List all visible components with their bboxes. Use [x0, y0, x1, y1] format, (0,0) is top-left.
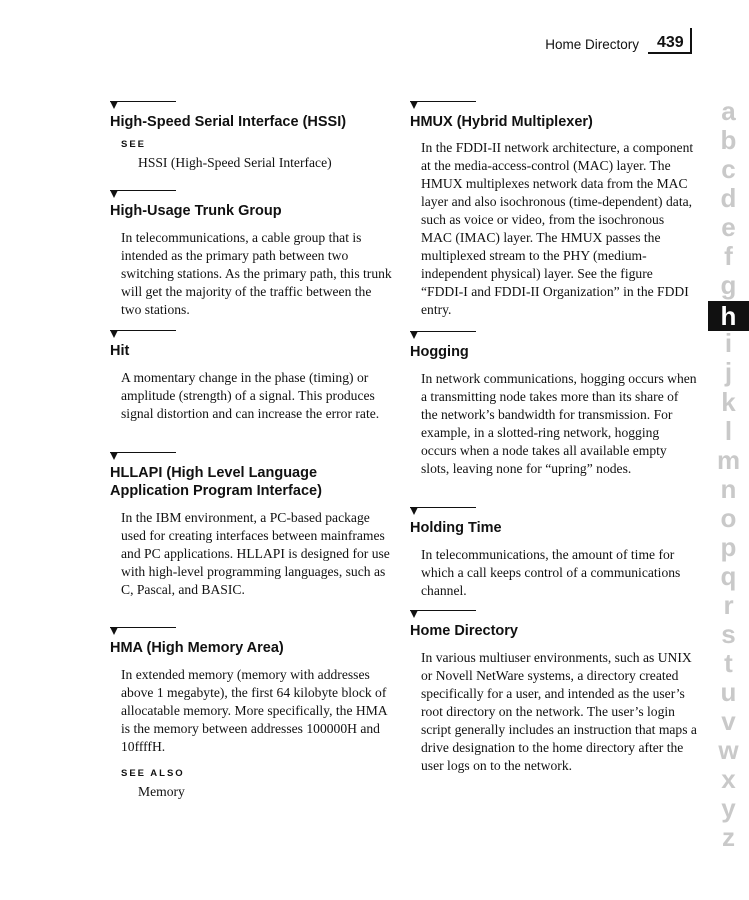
- entry-marker-icon: [410, 507, 698, 517]
- running-head-title: Home Directory: [545, 37, 639, 52]
- entry-holding-time: [410, 507, 698, 600]
- thumb-tab-e: e: [721, 212, 736, 242]
- thumb-tab-u: u: [720, 677, 737, 707]
- thumb-tab-n: n: [720, 474, 737, 504]
- header-rule-vertical: [690, 28, 692, 54]
- thumb-tab-g: g: [720, 270, 737, 300]
- entry-definition: In various multiuser environments, such as UNIX or Novell NetWare systems, a directory created specifically for a user, and intended as the user’s root directory on the network. The user’s login script generally includes an instruction that maps a drive designation to the home directory after the user logs on to the network.: [421, 650, 697, 773]
- thumb-tab-k: k: [721, 387, 736, 417]
- entry-definition: In the IBM environment, a PC-based package used for creating interfaces between mainframes and PC applications. HLLAPI is designed for use with high-level programming languages, such as C, Pascal, and BASIC.: [121, 510, 390, 597]
- thumb-tab-f: f: [724, 241, 733, 271]
- thumb-tab-o: o: [720, 503, 737, 533]
- see-also-label: SEE ALSO: [121, 768, 185, 779]
- entry-hma: [110, 627, 395, 801]
- thumb-tab-v: v: [721, 706, 736, 736]
- thumb-tab-l: l: [724, 416, 733, 446]
- entry-heading: HMUX (Hybrid Multiplexer): [410, 114, 593, 130]
- page-number: 439: [657, 34, 684, 51]
- entry-heading: Holding Time: [410, 520, 502, 536]
- entry-marker-icon: [410, 331, 698, 341]
- entry-marker-icon: [110, 452, 395, 462]
- thumb-tab-z: z: [722, 822, 735, 852]
- thumb-tab-m: m: [716, 445, 741, 475]
- entry-hllapi: [110, 452, 395, 599]
- entry-definition: In the FDDI-II network architecture, a component at the media-access-control (MAC) layer. The HMUX multiplexes network data from the MAC layer and also isochronous (time-dependent) data, such as voice or video, from the isochronous MAC (IMAC) layer. The HMUX passes the multiplexed stream to the PHY (medium-independent physical) layer. See the figure “FDDI-I and FDDI-II Organization” in the FDDI entry.: [421, 140, 694, 317]
- thumb-tab-b: b: [720, 125, 737, 155]
- entry-marker-icon: [110, 101, 395, 111]
- entry-marker-icon: [110, 190, 395, 200]
- entry-home-directory: [410, 610, 698, 775]
- entry-definition: In telecommunications, the amount of time for which a call keeps control of a communications channel.: [421, 547, 681, 598]
- entry-definition: In telecommunications, a cable group that is intended as the primary path between two switching stations. As the primary path, this trunk will get the majority of the traffic between the two stations.: [121, 230, 392, 317]
- entry-definition: A momentary change in the phase (timing) or amplitude (strength) of a signal. This produces signal distortion and can increase the error rate.: [121, 370, 380, 421]
- see-also-reference: Memory: [138, 784, 185, 799]
- thumb-tab-p: p: [720, 532, 737, 562]
- thumb-tab-a: a: [721, 96, 736, 126]
- entry-heading: HMA (High Memory Area): [110, 640, 284, 656]
- entry-marker-icon: [410, 610, 698, 620]
- thumb-tab-i: i: [724, 328, 733, 358]
- entry-heading: Hit: [110, 343, 130, 359]
- see-reference: HSSI (High-Speed Serial Interface): [138, 155, 332, 170]
- thumb-tab-r: r: [723, 590, 734, 620]
- thumb-tab-q: q: [720, 561, 737, 591]
- entry-heading: High-Speed Serial Interface (HSSI): [110, 114, 347, 130]
- entry-hogging: [410, 331, 698, 478]
- entry-hmux: [410, 101, 698, 319]
- entry-marker-icon: [110, 627, 395, 637]
- entry-definition: In network communications, hogging occurs when a transmitting node takes more than its share of the network’s bandwidth for transmission. For example, in a slotted-ring network, hogging occurs when a node takes all available empty slots, leaving none for “upring” nodes.: [421, 371, 697, 476]
- entry-definition: In extended memory (memory with addresses above 1 megabyte), the first 64 kilobyte block of allocatable memory. More specifically, the HMA is the memory between addresses 100000H and 10ffffH.: [121, 667, 387, 754]
- entry-heading: HLLAPI (High Level Language Application Program Interface): [110, 465, 322, 499]
- header-rule-horizontal: [648, 52, 692, 54]
- entry-heading: High-Usage Trunk Group: [110, 203, 282, 219]
- entry-heading: Hogging: [410, 344, 469, 360]
- thumb-tab-s: s: [721, 619, 736, 649]
- thumb-tab-j: j: [724, 357, 733, 387]
- thumb-tab-w: w: [718, 735, 739, 765]
- entry-hit: [110, 330, 395, 423]
- entry-heading: Home Directory: [410, 623, 518, 639]
- thumb-tab-y: y: [721, 793, 736, 823]
- entry-marker-icon: [110, 330, 395, 340]
- see-label: SEE: [121, 139, 147, 150]
- entry-high-usage-trunk-group: [110, 190, 395, 319]
- thumb-tab-d: d: [720, 183, 737, 213]
- entry-hssi: [110, 101, 395, 172]
- thumb-tab-h: h: [708, 301, 749, 331]
- thumb-tab-t: t: [724, 648, 733, 678]
- entry-marker-icon: [410, 101, 698, 111]
- thumb-tab-c: c: [721, 154, 736, 184]
- thumb-tab-x: x: [721, 764, 736, 794]
